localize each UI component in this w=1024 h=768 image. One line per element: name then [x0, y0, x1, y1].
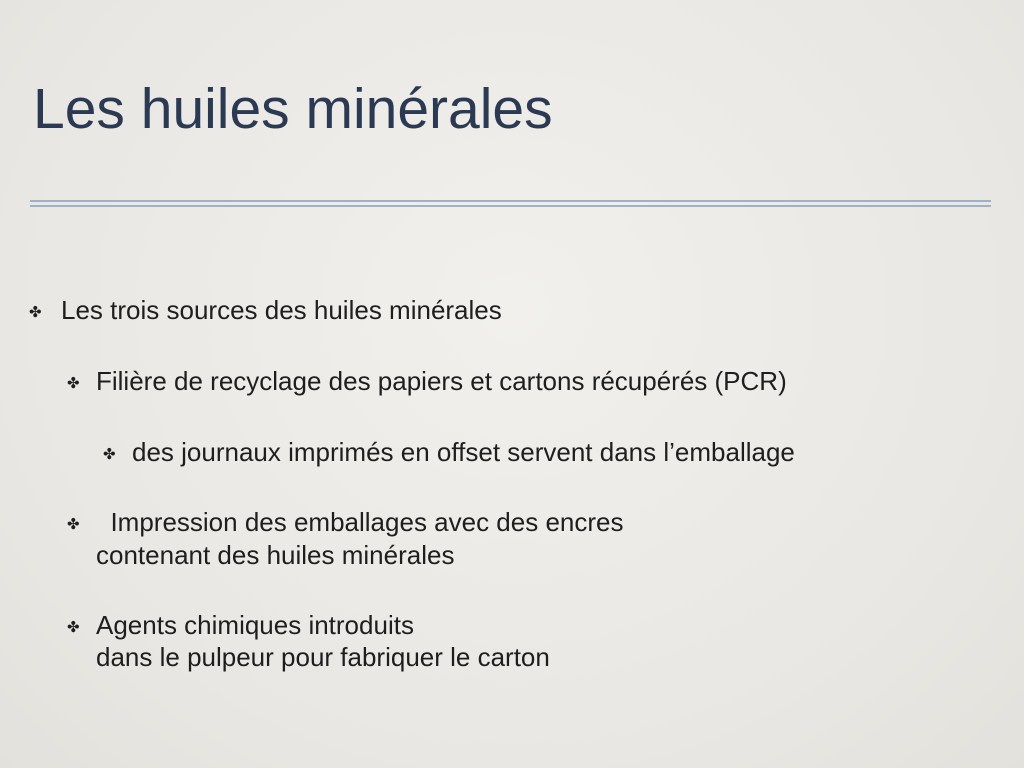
bullet-text-level2-line1	[96, 506, 624, 539]
bullet-text-level3: des journaux imprimés en offset servent dans l’emballage	[132, 437, 795, 467]
bullet-icon: ✤	[67, 619, 80, 636]
bullet-text-level2-line1: Agents chimiques introduits	[96, 610, 414, 640]
bullet-icon: ✤	[103, 446, 116, 463]
bullet-text-level2-line2: contenant des huiles minérales	[96, 540, 455, 570]
bullet-icon: ✤	[29, 304, 42, 321]
bullet-text-level2: Filière de recyclage des papiers et cartons récupérés (PCR)	[96, 366, 787, 396]
bullet-text-level1: Les trois sources des huiles minérales	[61, 295, 502, 325]
slide-title: Les huiles minérales	[33, 77, 553, 141]
bullet-text-line: Impression des emballages avec des encres	[96, 507, 624, 537]
bullet-icon: ✤	[67, 375, 80, 392]
bullet-text-level2-line2: dans le pulpeur pour fabriquer le carton	[96, 642, 550, 672]
title-divider-top	[30, 200, 991, 202]
bullet-icon: ✤	[67, 516, 80, 533]
title-divider-bottom	[30, 205, 991, 207]
